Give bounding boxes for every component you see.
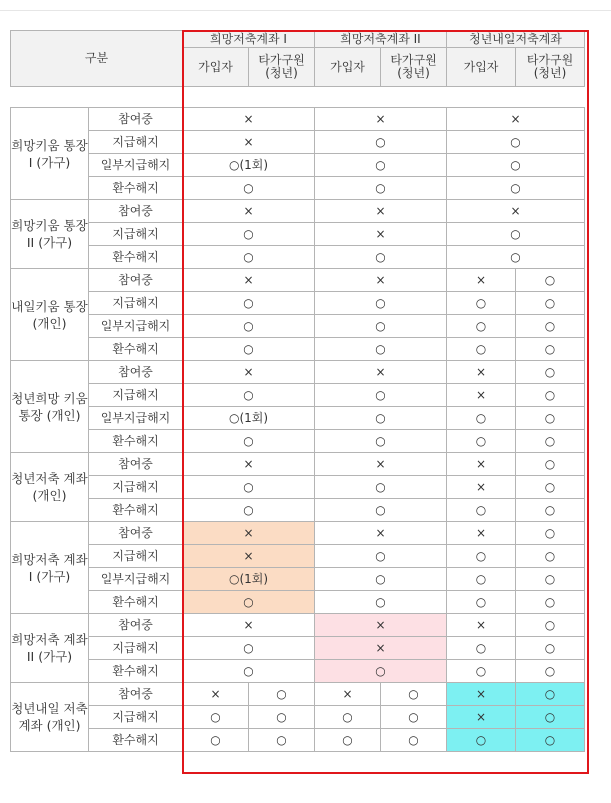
status-mark: × (183, 200, 315, 223)
status-label: 환수해지 (89, 177, 183, 200)
status-mark: ○ (516, 522, 585, 545)
status-mark: ○ (381, 706, 447, 729)
status-mark: ○ (381, 729, 447, 752)
status-label: 참여중 (89, 683, 183, 706)
status-label: 일부지급해지 (89, 154, 183, 177)
status-mark: ○ (447, 729, 516, 752)
status-mark: ○ (183, 246, 315, 269)
status-mark: ○ (516, 315, 585, 338)
status-label: 지급해지 (89, 706, 183, 729)
header-category: 구분 (11, 31, 183, 87)
status-mark: × (183, 361, 315, 384)
spacer-row (11, 87, 585, 108)
status-mark: × (447, 683, 516, 706)
status-mark: ○ (516, 407, 585, 430)
status-mark: ○(1회) (183, 154, 315, 177)
status-mark: ○ (183, 706, 249, 729)
status-mark: ○ (447, 660, 516, 683)
status-mark: × (447, 453, 516, 476)
status-mark: × (315, 637, 447, 660)
status-mark: ○ (315, 729, 381, 752)
status-mark: × (447, 361, 516, 384)
status-mark: ○(1회) (183, 407, 315, 430)
status-mark: ○ (249, 706, 315, 729)
status-mark: × (183, 453, 315, 476)
status-mark: × (447, 614, 516, 637)
status-mark: × (447, 384, 516, 407)
status-mark: ○ (447, 499, 516, 522)
status-label: 참여중 (89, 269, 183, 292)
status-mark: × (315, 522, 447, 545)
group-label: 내일키움 통장 (개인) (11, 269, 89, 361)
status-mark: ○ (516, 591, 585, 614)
status-mark: ○ (516, 338, 585, 361)
status-mark: ○ (516, 683, 585, 706)
status-mark: ○ (516, 476, 585, 499)
header-other-member: 타가구원 (청년) (249, 48, 315, 87)
status-mark: × (315, 453, 447, 476)
group-label: 희망키움 통장 II (가구) (11, 200, 89, 269)
status-label: 환수해지 (89, 499, 183, 522)
status-mark: ○ (183, 499, 315, 522)
status-mark: ○ (315, 131, 447, 154)
status-label: 지급해지 (89, 637, 183, 660)
status-mark: ○ (447, 246, 585, 269)
status-mark: ○ (516, 614, 585, 637)
status-mark: × (315, 361, 447, 384)
group-label: 청년내일 저축계좌 (개인) (11, 683, 89, 752)
status-mark: ○ (447, 338, 516, 361)
status-mark: ○ (516, 568, 585, 591)
top-divider (0, 10, 611, 11)
status-mark: ○ (183, 292, 315, 315)
group-label: 청년희망 키움통장 (개인) (11, 361, 89, 453)
status-mark: ○ (447, 315, 516, 338)
status-mark: ○ (315, 660, 447, 683)
status-mark: ○ (183, 729, 249, 752)
status-mark: ○ (183, 660, 315, 683)
status-label: 참여중 (89, 200, 183, 223)
status-mark: ○ (183, 315, 315, 338)
status-mark: ○ (315, 568, 447, 591)
group-label: 희망저축 계좌 I (가구) (11, 522, 89, 614)
status-mark: ○ (183, 476, 315, 499)
status-mark: ○ (315, 246, 447, 269)
status-label: 지급해지 (89, 292, 183, 315)
status-mark: ○ (516, 499, 585, 522)
status-mark: ○ (249, 683, 315, 706)
status-mark: × (183, 683, 249, 706)
status-mark: ○ (249, 729, 315, 752)
status-mark: ○ (315, 499, 447, 522)
status-mark: ○ (516, 729, 585, 752)
status-mark: × (183, 108, 315, 131)
status-label: 지급해지 (89, 384, 183, 407)
status-label: 지급해지 (89, 476, 183, 499)
status-mark: ○(1회) (183, 568, 315, 591)
status-mark: ○ (516, 637, 585, 660)
status-mark: ○ (315, 407, 447, 430)
status-mark: ○ (447, 430, 516, 453)
status-label: 참여중 (89, 361, 183, 384)
status-mark: ○ (315, 338, 447, 361)
status-mark: ○ (315, 545, 447, 568)
status-mark: × (183, 269, 315, 292)
status-mark: ○ (447, 292, 516, 315)
status-mark: × (183, 131, 315, 154)
status-mark: ○ (183, 591, 315, 614)
status-label: 지급해지 (89, 223, 183, 246)
status-mark: ○ (315, 177, 447, 200)
status-mark: ○ (516, 660, 585, 683)
header-account: 희망저축계좌 I (183, 31, 315, 48)
status-mark: ○ (183, 430, 315, 453)
status-mark: × (447, 522, 516, 545)
status-mark: × (447, 269, 516, 292)
status-mark: ○ (447, 407, 516, 430)
status-mark: × (447, 706, 516, 729)
status-mark: ○ (516, 361, 585, 384)
status-label: 환수해지 (89, 338, 183, 361)
status-mark: ○ (315, 315, 447, 338)
status-mark: ○ (447, 545, 516, 568)
status-mark: × (315, 200, 447, 223)
status-mark: × (183, 614, 315, 637)
status-mark: × (315, 683, 381, 706)
status-label: 참여중 (89, 522, 183, 545)
status-mark: ○ (183, 637, 315, 660)
status-mark: × (315, 223, 447, 246)
status-label: 지급해지 (89, 545, 183, 568)
header-subscriber: 가입자 (315, 48, 381, 87)
status-label: 환수해지 (89, 246, 183, 269)
status-mark: × (315, 269, 447, 292)
status-mark: ○ (183, 223, 315, 246)
status-mark: ○ (516, 545, 585, 568)
header-account: 청년내일저축계좌 (447, 31, 585, 48)
header-subscriber: 가입자 (183, 48, 249, 87)
status-label: 환수해지 (89, 660, 183, 683)
status-mark: ○ (447, 131, 585, 154)
header-other-member: 타가구원 (청년) (516, 48, 585, 87)
status-mark: ○ (447, 154, 585, 177)
status-label: 환수해지 (89, 591, 183, 614)
status-mark: ○ (315, 591, 447, 614)
status-label: 일부지급해지 (89, 407, 183, 430)
status-mark: ○ (516, 430, 585, 453)
header-subscriber: 가입자 (447, 48, 516, 87)
status-label: 환수해지 (89, 430, 183, 453)
status-mark: × (447, 200, 585, 223)
status-mark: × (183, 522, 315, 545)
status-mark: ○ (315, 706, 381, 729)
status-label: 지급해지 (89, 131, 183, 154)
status-mark: ○ (447, 637, 516, 660)
status-mark: × (447, 108, 585, 131)
status-mark: × (315, 614, 447, 637)
status-mark: ○ (381, 683, 447, 706)
status-label: 참여중 (89, 108, 183, 131)
status-label: 참여중 (89, 453, 183, 476)
status-mark: ○ (516, 706, 585, 729)
status-mark: ○ (447, 591, 516, 614)
status-mark: × (183, 545, 315, 568)
status-mark: × (315, 108, 447, 131)
status-mark: ○ (447, 223, 585, 246)
status-mark: ○ (516, 269, 585, 292)
status-mark: ○ (315, 430, 447, 453)
status-label: 환수해지 (89, 729, 183, 752)
group-label: 희망키움 통장 I (가구) (11, 108, 89, 200)
status-label: 참여중 (89, 614, 183, 637)
status-mark: ○ (447, 568, 516, 591)
status-mark: ○ (315, 292, 447, 315)
eligibility-table (10, 30, 585, 752)
status-mark: ○ (315, 384, 447, 407)
status-mark: ○ (183, 177, 315, 200)
status-label: 일부지급해지 (89, 315, 183, 338)
status-mark: ○ (516, 384, 585, 407)
status-label: 일부지급해지 (89, 568, 183, 591)
status-mark: ○ (183, 384, 315, 407)
status-mark: ○ (516, 292, 585, 315)
status-mark: × (447, 476, 516, 499)
status-mark: ○ (315, 476, 447, 499)
status-mark: ○ (516, 453, 585, 476)
group-label: 청년저축 계좌 (개인) (11, 453, 89, 522)
group-label: 희망저축 계좌 II (가구) (11, 614, 89, 683)
header-account: 희망저축계좌 II (315, 31, 447, 48)
status-mark: ○ (315, 154, 447, 177)
status-mark: ○ (183, 338, 315, 361)
header-other-member: 타가구원 (청년) (381, 48, 447, 87)
status-mark: ○ (447, 177, 585, 200)
